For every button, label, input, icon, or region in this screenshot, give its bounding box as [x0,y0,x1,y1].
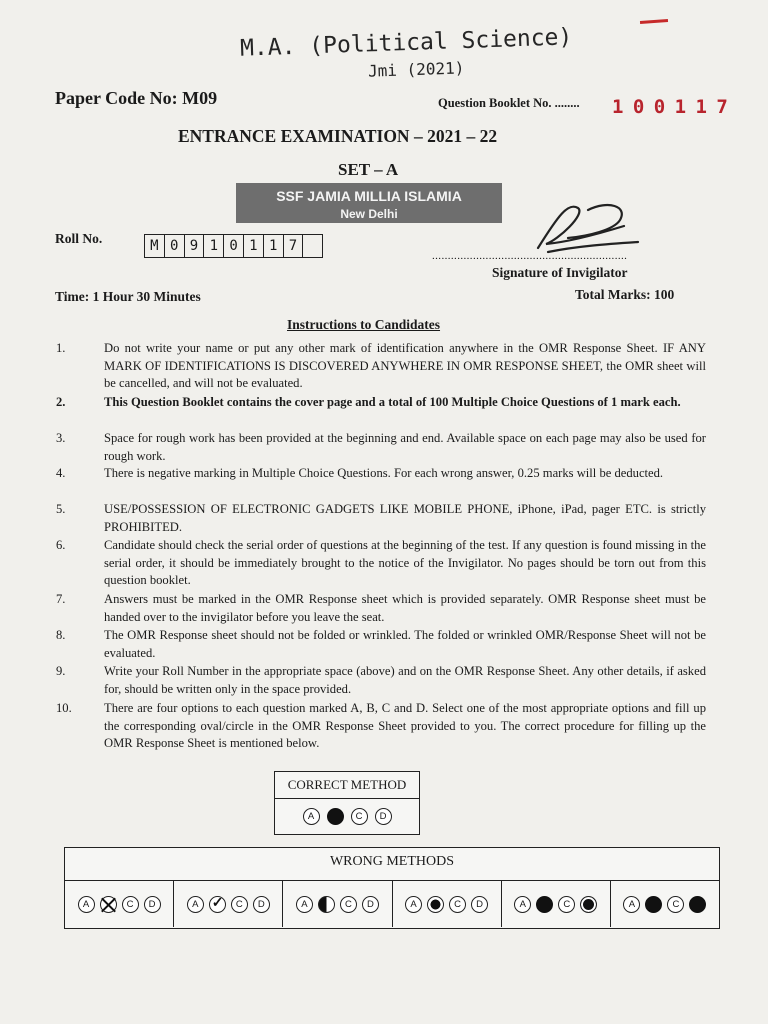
signature-label: Signature of Invigilator [492,265,628,280]
omr-bubble-a: A [405,896,422,913]
total-marks: Total Marks: 100 [575,287,675,302]
roll-digit: M [145,235,165,257]
omr-bubble-c: C [667,896,684,913]
signature-dotted-line: .............................................................. [432,250,628,262]
university-stamp [236,183,502,223]
booklet-number-label: Question Booklet No. ........ [438,96,580,110]
instruction-item [56,340,706,394]
wrong-methods-box [64,847,720,929]
wrong-methods-row [65,880,719,927]
instruction-text: Candidate should check the serial order of questions at the beginning of the test. If any question is found missing in the serial order, it should be immediately brought to the notice of the Invigilator. No pages should be torn out from this question booklet. [104,538,706,587]
omr-bubble-c: C [231,896,248,913]
instruction-text: There is negative marking in Multiple Choice Questions. For each wrong answer, 0.25 marks will be deducted. [104,466,664,480]
omr-bubble-d [580,896,597,913]
instruction-number: 5. [56,502,66,516]
instruction-number: 2. [56,395,66,409]
omr-bubble-marked [536,896,553,913]
wrong-method-example [283,881,392,927]
roll-number-boxes [144,234,323,258]
instruction-text: There are four options to each question marked A, B, C and D. Select one of the most appropriate options and fill up the corresponding oval/circle in the OMR Response Sheet provided to you. The correct procedure for filling up the OMR Response Sheet is mentioned below. [104,701,706,750]
instruction-text: Do not write your name or put any other mark of identification anywhere in the OMR Response Sheet. IF ANY MARK OF IDENTIFICATIONS IS DISCOVERED ANYWHERE IN OMR RESPONSE SHEET, the OMR sheet will be cancelled, and will not be evaluated. [104,341,706,390]
wrong-method-example [65,881,174,927]
omr-bubble-marked [327,808,344,825]
omr-bubble-a: A [187,896,204,913]
instruction-item [56,465,706,501]
instruction-number: 8. [56,628,66,642]
time-allowed: Time: 1 Hour 30 Minutes [55,289,201,304]
wrong-method-example [611,881,719,927]
instruction-item [56,627,706,663]
instruction-text: Answers must be marked in the OMR Response sheet which is provided separately. OMR Response sheet must be handed over to the invigilator before you leave the seat. [104,592,706,624]
instruction-item [56,537,706,591]
instruction-item [56,700,706,754]
wrong-methods-title: WRONG METHODS [329,854,455,869]
instruction-number: 3. [56,431,66,445]
instruction-number: 4. [56,466,66,480]
omr-bubble-marked [645,896,662,913]
instruction-number: 7. [56,592,66,606]
omr-bubble-a: A [296,896,313,913]
instruction-item [56,591,706,627]
correct-method-box [274,771,420,835]
instruction-number: 1. [56,341,66,355]
omr-bubble-c: C [340,896,357,913]
omr-bubble-a: A [78,896,95,913]
omr-bubble-marked [209,896,226,913]
instructions-heading: Instructions to Candidates [287,317,441,332]
set-label: SET – A [338,160,399,179]
roll-digit: 0 [165,235,185,257]
instruction-item [56,394,706,430]
wrong-method-example [393,881,502,927]
omr-bubble-d: D [362,896,379,913]
instruction-text: This Question Booklet contains the cover page and a total of 100 Multiple Choice Questions of 1 mark each. [104,395,681,409]
roll-digit: 1 [264,235,284,257]
roll-digit: 7 [284,235,304,257]
instruction-text: Space for rough work has been provided at the beginning and end. Available space on each page may also be used for rough work. [104,431,706,463]
omr-bubble-a: A [303,808,320,825]
correct-method-bubbles [275,799,419,834]
roll-number-label: Roll No. [55,231,103,246]
roll-digit: 1 [244,235,264,257]
wrong-method-example [502,881,611,927]
roll-digit: 1 [204,235,224,257]
roll-digit [303,235,322,257]
omr-bubble-d: D [471,896,488,913]
omr-bubble-marked [318,896,335,913]
omr-bubble-a: A [623,896,640,913]
handwritten-course-title: M.A. (Political Science) [239,24,573,62]
instruction-number: 10. [56,701,72,715]
instruction-text: USE/POSSESSION OF ELECTRONIC GADGETS LIKE MOBILE PHONE, iPhone, iPad, pager ETC. is strictly PROHIBITED. [104,502,706,534]
omr-bubble-c: C [449,896,466,913]
stamp-line-2: New Delhi [340,207,398,221]
instruction-text: The OMR Response sheet should not be folded or wrinkled. The folded or wrinkled OMR/Response Sheet will not be evaluated. [104,628,706,660]
instruction-item [56,430,706,466]
red-ink-mark [640,19,668,24]
omr-bubble-marked [100,896,117,913]
omr-bubble-a: A [514,896,531,913]
roll-digit: 9 [185,235,205,257]
handwritten-year: Jmi (2021) [367,58,465,81]
stamp-line-1: SSF JAMIA MILLIA ISLAMIA [276,188,462,204]
paper-code: Paper Code No: M09 [55,88,218,108]
omr-bubble-marked [689,896,706,913]
booklet-number-value: 1 0 0 1 1 7 [612,96,727,118]
instruction-number: 6. [56,538,66,552]
instruction-item [56,501,706,537]
correct-method-title: CORRECT METHOD [275,772,419,799]
instruction-item [56,663,706,699]
instruction-number: 9. [56,664,66,678]
wrong-method-example [174,881,283,927]
roll-digit: 0 [224,235,244,257]
omr-bubble-marked [427,896,444,913]
instruction-text: Write your Roll Number in the appropriate space (above) and on the OMR Response Sheet. Any other details, if asked for, should be written only in the space provided. [104,664,706,696]
omr-bubble-c: C [558,896,575,913]
omr-bubble-c: C [122,896,139,913]
omr-bubble-d: D [253,896,270,913]
omr-bubble-d: D [144,896,161,913]
exam-title: ENTRANCE EXAMINATION – 2021 – 22 [178,126,498,146]
omr-bubble-c: C [351,808,368,825]
omr-bubble-d: D [375,808,392,825]
